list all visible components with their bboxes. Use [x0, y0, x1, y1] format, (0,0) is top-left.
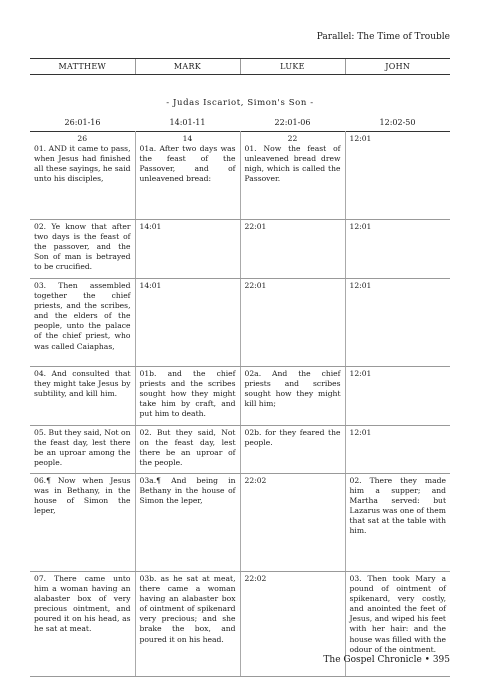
verse-text: 01a. After two days was the feast of the Passover, and of unleavened bread:: [139, 144, 236, 184]
cell-john: 03. Then took Mary a pound of ointment of spikenard, very costly, and anointed the feet of Jesus, and wiped his feet with her hair: and the house was filled with the odour of the ointment.: [345, 572, 450, 677]
ref-mark: 14:01-11: [135, 118, 240, 132]
cell-luke: 02a. And the chief priests and scribes sought how they might kill him;: [240, 367, 345, 426]
cell-matthew: 04. And consulted that they might take Jesus by subtility, and kill him.: [30, 367, 135, 426]
verse-row: [30, 131, 450, 220]
cell-luke: 02b. for they feared the people.: [240, 426, 345, 474]
cell-mark: 02. But they said, Not on the feast day, lest there be an uproar of the people.: [135, 426, 240, 474]
cell-luke: 22:01: [240, 220, 345, 279]
cell-luke: 22:01: [240, 279, 345, 367]
verse-row: [30, 367, 450, 426]
gospel-header-row: [30, 58, 450, 75]
chapter-number: 22: [287, 134, 298, 143]
gospel-john: JOHN: [345, 59, 450, 75]
cell-matthew: 05. But they said, Not on the feast day, lest there be an uproar among the people.: [30, 426, 135, 474]
cell-luke: 22:02: [240, 474, 345, 572]
cell-john: 12:01: [345, 279, 450, 367]
verse-row: [30, 220, 450, 279]
cell-matthew: [30, 131, 135, 220]
cell-john: 12:01: [345, 426, 450, 474]
cell-matthew: 02. Ye know that after two days is the feast of the passover, and the Son of man is betrayed to be crucified.: [30, 220, 135, 279]
reference-row: [30, 118, 450, 132]
verse-row: [30, 474, 450, 572]
cell-matthew: 07. There came unto him a woman having an alabaster box of very precious ointment, and poured it on his head, as he sat at meat.: [30, 572, 135, 677]
verse-row: [30, 426, 450, 474]
verse-text: 01. Now the feast of unleavened bread drew nigh, which is called the Passover.: [244, 144, 341, 184]
verse-text: 01. AND it came to pass, when Jesus had finished all these sayings, he said unto his disciples,: [34, 144, 131, 184]
cell-mark: [135, 131, 240, 220]
verse-row: [30, 279, 450, 367]
cell-john: 12:01: [345, 220, 450, 279]
cell-luke: 22:02: [240, 572, 345, 677]
ref-luke: 22:01-06: [240, 118, 345, 132]
cell-matthew: 03. Then assembled together the chief priests, and the scribes, and the elders of the people, unto the palace of the chief priest, who was called Caiaphas,: [30, 279, 135, 367]
cell-luke: [240, 131, 345, 220]
parallel-verses-table: [30, 131, 450, 677]
cell-mark: 03b. as he sat at meat, there came a woman having an alabaster box of ointment of spikenard very precious; and she brake the box, and poured it on his head.: [135, 572, 240, 677]
verse-text: 12:01: [349, 134, 372, 143]
running-header: Parallel: The Time of Trouble: [316, 32, 450, 42]
cell-john: [345, 131, 450, 220]
cell-mark: 01b. and the chief priests and the scribes sought how they might take him by craft, and put him to death.: [135, 367, 240, 426]
cell-matthew: 06.¶ Now when Jesus was in Bethany, in the house of Simon the leper,: [30, 474, 135, 572]
gospel-luke: LUKE: [240, 59, 345, 75]
section-title: - Judas Iscariot, Simon's Son -: [166, 98, 314, 108]
chapter-number: 26: [77, 134, 88, 143]
ref-john: 12:02-50: [345, 118, 450, 132]
page-footer: The Gospel Chronicle • 395: [323, 655, 450, 665]
gospel-matthew: MATTHEW: [30, 59, 135, 75]
chapter-number: 14: [182, 134, 193, 143]
cell-john: 12:01: [345, 367, 450, 426]
cell-mark: 14:01: [135, 220, 240, 279]
cell-mark: 03a.¶ And being in Bethany in the house of Simon the leper,: [135, 474, 240, 572]
cell-mark: 14:01: [135, 279, 240, 367]
cell-john: 02. There they made him a supper; and Martha served: but Lazarus was one of them that sat at the table with him.: [345, 474, 450, 572]
ref-matthew: 26:01-16: [30, 118, 135, 132]
gospel-mark: MARK: [135, 59, 240, 75]
